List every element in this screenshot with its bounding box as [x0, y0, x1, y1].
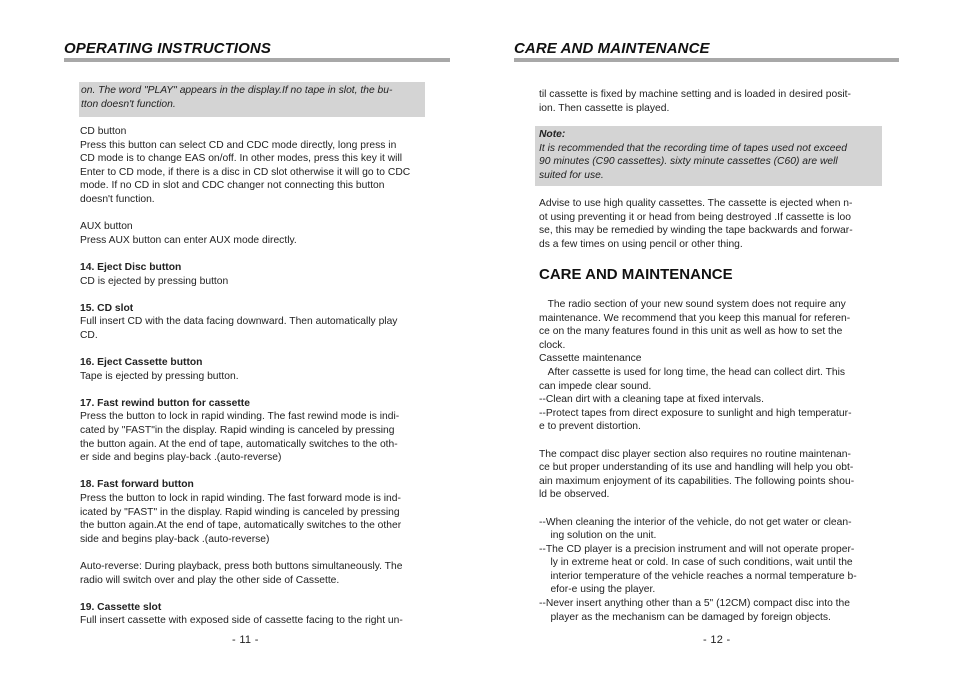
bullet-line: ing solution on the unit.: [539, 530, 657, 542]
aux-button-title: AUX button: [80, 221, 133, 233]
body-line: ain maximum enjoyment of its capabilities. The following points shou-: [539, 475, 855, 487]
body-line: --Clean dirt with a cleaning tape at fixed intervals.: [539, 394, 764, 406]
page-header: CARE AND MAINTENANCE: [514, 40, 710, 57]
body-line: Full insert CD with the data facing downward. Then automatically play: [80, 316, 398, 328]
body-line: Press the button to lock in rapid winding. The fast rewind mode is indi-: [80, 411, 400, 423]
body-line: til cassette is fixed by machine setting and is loaded in desired posit-: [539, 89, 851, 100]
body-line: Press AUX button can enter AUX mode directly.: [80, 234, 297, 246]
note-box: [535, 126, 882, 186]
bullet-line: --The CD player is a precision instrument and will not operate proper-: [539, 543, 855, 555]
body-line: ot using preventing it or head from being destroyed .If cassette is loo: [539, 211, 851, 223]
body-line: ce but proper understanding of its use and handling will help you obt-: [539, 462, 854, 474]
note-line: tton doesn't function.: [81, 98, 176, 110]
bullet-line: interior temperature of the vehicle reaches a normal temperature b-: [539, 570, 857, 582]
cd-slot-title: 15. CD slot: [80, 302, 134, 314]
body-line: cated by "FAST"in the display. Rapid winding is canceled by pressing: [80, 425, 395, 437]
body-line: ce on the many features found in this unit as well as how to set the: [539, 326, 843, 338]
page-number: - 12 -: [703, 634, 731, 646]
bullet-line: --Never insert anything other than a 5" (12CM) compact disc into the: [539, 598, 850, 610]
body-line: side and begins play-back .(auto-reverse): [80, 533, 270, 545]
body-line: er side and begins play-back .(auto-reverse): [80, 452, 282, 464]
body-line: mode. If no CD in slot and CDC changer not connecting this button: [80, 180, 385, 192]
body-line: After cassette is used for long time, the head can collect dirt. This: [539, 366, 846, 378]
body-line: the button again.At the end of tape, automatically switches to the other: [80, 520, 402, 532]
intro-text: [539, 88, 899, 115]
body-line: radio will switch over and play the other side of Cassette.: [80, 574, 340, 586]
note-line: on. The word "PLAY" appears in the display.If no tape in slot, the bu-: [81, 85, 393, 96]
bullet-line: --When cleaning the interior of the vehicle, do not get water or clean-: [539, 516, 852, 528]
body-line: e to prevent distortion.: [539, 421, 641, 433]
section-title: CARE AND MAINTENANCE: [539, 266, 733, 283]
note-line: It is recommended that the recording time of tapes used not exceed: [539, 142, 847, 154]
body-line: Auto-reverse: During playback, press both buttons simultaneously. The: [80, 561, 403, 572]
body-line: Press the button to lock in rapid winding. The fast forward mode is ind-: [80, 493, 401, 505]
body-line: ion. Then cassette is played.: [539, 102, 670, 114]
left-body: [80, 125, 440, 628]
body-line: ds a few times on using pencil or other thing.: [539, 238, 743, 250]
body-line: the button again. At the end of tape, automatically switches to the oth-: [80, 438, 398, 450]
page-number: - 11 -: [232, 634, 259, 646]
fast-forward-title: 18. Fast forward button: [80, 479, 194, 491]
body-line: icated by "FAST" in the display. Rapid winding is canceled by pressing: [80, 506, 400, 518]
body-line: CD.: [80, 329, 98, 341]
eject-cassette-title: 16. Eject Cassette button: [80, 357, 203, 369]
note-box: [79, 82, 425, 117]
header-rule: [514, 58, 899, 62]
eject-disc-title: 14. Eject Disc button: [80, 261, 182, 273]
header-rule: [64, 58, 450, 62]
body-line: The compact disc player section also requires no routine maintenan-: [539, 448, 851, 460]
cassette-slot-title: 19. Cassette slot: [80, 601, 162, 613]
fast-rewind-title: 17. Fast rewind button for cassette: [80, 397, 250, 409]
body-line: ld be observed.: [539, 489, 610, 501]
note-line: suited for use.: [539, 169, 604, 181]
page-header: OPERATING INSTRUCTIONS: [64, 40, 271, 57]
body-line: doesn't function.: [80, 193, 155, 205]
maintenance-text: [539, 298, 899, 624]
body-line: Advise to use high quality cassettes. The cassette is ejected when n-: [539, 198, 853, 209]
body-line: se, this may be remedied by winding the tape backwards and forwar-: [539, 225, 853, 237]
body-line: The radio section of your new sound system does not require any: [539, 299, 846, 310]
body-line: CD mode is to change EAS on/off. In other modes, press this key it will: [80, 153, 403, 165]
body-line: maintenance. We recommend that you keep this manual for referen-: [539, 312, 851, 324]
body-line: CD is ejected by pressing button: [80, 275, 229, 287]
right-page: [477, 0, 954, 675]
bullet-line: efor-e using the player.: [539, 584, 656, 596]
body-line: Press this button can select CD and CDC mode directly, long press in: [80, 139, 397, 151]
cd-button-title: CD button: [80, 126, 127, 137]
body-line: --Protect tapes from direct exposure to sunlight and high temperatur-: [539, 407, 852, 419]
body-line: clock.: [539, 339, 566, 351]
body-line: can impede clear sound.: [539, 380, 652, 392]
bullet-line: player as the mechanism can be damaged by foreign objects.: [539, 611, 831, 623]
body-line: Tape is ejected by pressing button.: [80, 370, 239, 382]
note-title: Note:: [539, 129, 566, 140]
body-line: Enter to CD mode, if there is a disc in CD slot otherwise it will go to CDC: [80, 166, 411, 178]
body-line: Cassette maintenance: [539, 353, 642, 365]
bullet-line: ly in extreme heat or cold. In case of such conditions, wait until the: [539, 557, 853, 569]
note-line: 90 minutes (C90 cassettes). sixty minute cassettes (C60) are well: [539, 156, 838, 168]
advise-text: [539, 197, 899, 251]
body-line: Full insert cassette with exposed side of cassette facing to the right un-: [80, 615, 403, 627]
